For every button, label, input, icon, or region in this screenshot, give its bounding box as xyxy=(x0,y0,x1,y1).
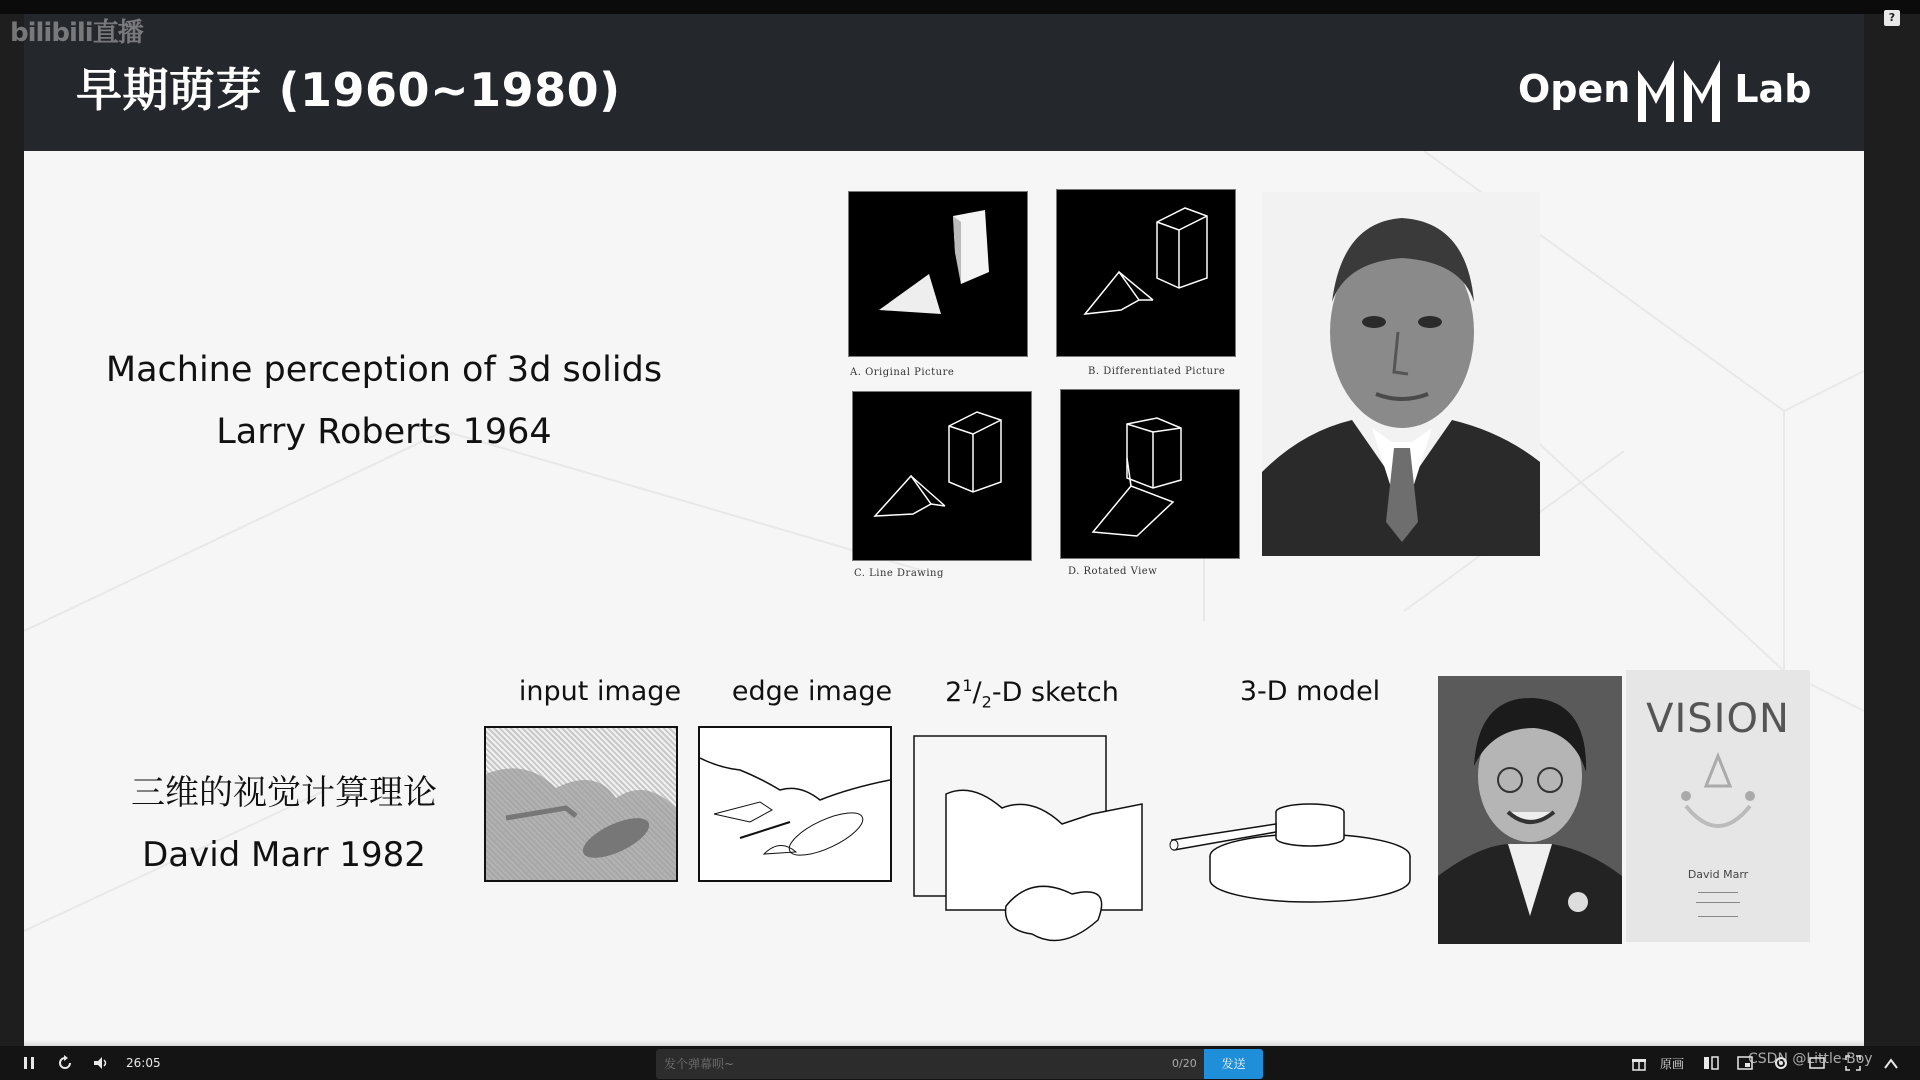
book-fineprint-2 xyxy=(1696,902,1740,906)
presentation-slide xyxy=(24,14,1864,1046)
caption-c: C. Line Drawing xyxy=(854,568,944,579)
caption-d: D. Rotated View xyxy=(1068,566,1158,577)
original-picture-panel xyxy=(848,191,1028,357)
line-drawing-panel xyxy=(852,391,1032,561)
edge-image-drawing xyxy=(700,728,890,880)
danmaku-toggle-icon[interactable] xyxy=(1702,1054,1720,1072)
input-image-box xyxy=(484,726,678,882)
input-image-drawing xyxy=(486,728,676,880)
slide-title: 早期萌芽 (1960~1980) xyxy=(76,63,621,117)
gift-icon[interactable] xyxy=(1630,1054,1648,1072)
sketch-label-text: -D sketch xyxy=(991,677,1119,708)
mm-logo-icon xyxy=(1634,52,1730,126)
rotated-view-panel xyxy=(1060,389,1240,559)
sketch-shapes xyxy=(912,734,1152,954)
marr-title: 三维的视觉计算理论 xyxy=(131,773,437,813)
david-marr-photo xyxy=(1438,676,1622,944)
model-label: 3-D model xyxy=(1239,676,1381,707)
logo-open-text: Open xyxy=(1518,67,1631,111)
rotated-view-image xyxy=(1061,390,1239,558)
caption-b: B. Differentiated Picture xyxy=(1088,366,1226,377)
larry-roberts-photo xyxy=(1262,192,1540,556)
roberts-title: Machine perception of 3d solids xyxy=(105,350,663,390)
refresh-icon[interactable] xyxy=(56,1054,74,1072)
differentiated-picture-image xyxy=(1057,190,1235,356)
help-button[interactable]: ? xyxy=(1884,10,1900,26)
sketch-label-denominator: 2 xyxy=(981,692,992,712)
volume-icon[interactable] xyxy=(92,1054,110,1072)
player-controls xyxy=(0,1046,1920,1080)
larry-roberts-portrait xyxy=(1262,192,1540,556)
top-strip xyxy=(0,0,1920,14)
sketch-label: $2^1/_2-D$ sketch xyxy=(945,676,1119,712)
book-cover-symbol xyxy=(1626,746,1810,866)
danmaku-char-count: 0/20 xyxy=(1172,1057,1197,1070)
book-fineprint-3 xyxy=(1698,916,1738,920)
roberts-author: Larry Roberts 1964 xyxy=(216,412,552,452)
playback-time: 26:05 xyxy=(126,1056,161,1070)
quality-selector[interactable]: 原画 xyxy=(1660,1057,1685,1071)
send-danmaku-button[interactable]: 发送 xyxy=(1204,1049,1263,1079)
marr-author: David Marr 1982 xyxy=(142,835,426,875)
caption-a: A. Original Picture xyxy=(850,367,955,378)
vision-book-cover xyxy=(1626,670,1810,942)
expand-icon[interactable] xyxy=(1882,1054,1900,1072)
bilibili-live-logo: bilibili直播 xyxy=(10,18,143,48)
slide-header xyxy=(24,14,1864,151)
roberts-text xyxy=(104,339,664,463)
sketch-drawing xyxy=(912,734,1152,954)
model-drawing xyxy=(1166,784,1426,914)
edge-image-box xyxy=(698,726,892,882)
differentiated-picture-panel xyxy=(1056,189,1236,357)
edge-image-label: edge image xyxy=(731,676,893,707)
sketch-label-two: 2 xyxy=(945,677,963,708)
david-marr-portrait xyxy=(1438,676,1622,944)
sketch-label-numerator: 1 xyxy=(962,676,973,695)
marr-text xyxy=(104,762,464,886)
book-title: VISION xyxy=(1646,696,1790,742)
danmaku-input[interactable] xyxy=(656,1049,1204,1079)
line-drawing-image xyxy=(853,392,1031,560)
model-shapes xyxy=(1166,784,1426,914)
csdn-watermark: CSDN @Little-Boy xyxy=(1748,1051,1873,1067)
pause-icon[interactable] xyxy=(20,1054,38,1072)
book-fineprint-1 xyxy=(1698,892,1738,896)
logo-lab-text: Lab xyxy=(1734,67,1812,111)
book-author: David Marr xyxy=(1687,868,1749,881)
input-image-label: input image xyxy=(518,676,682,707)
openmmlab-logo xyxy=(1518,44,1811,134)
original-picture-image xyxy=(849,192,1027,356)
